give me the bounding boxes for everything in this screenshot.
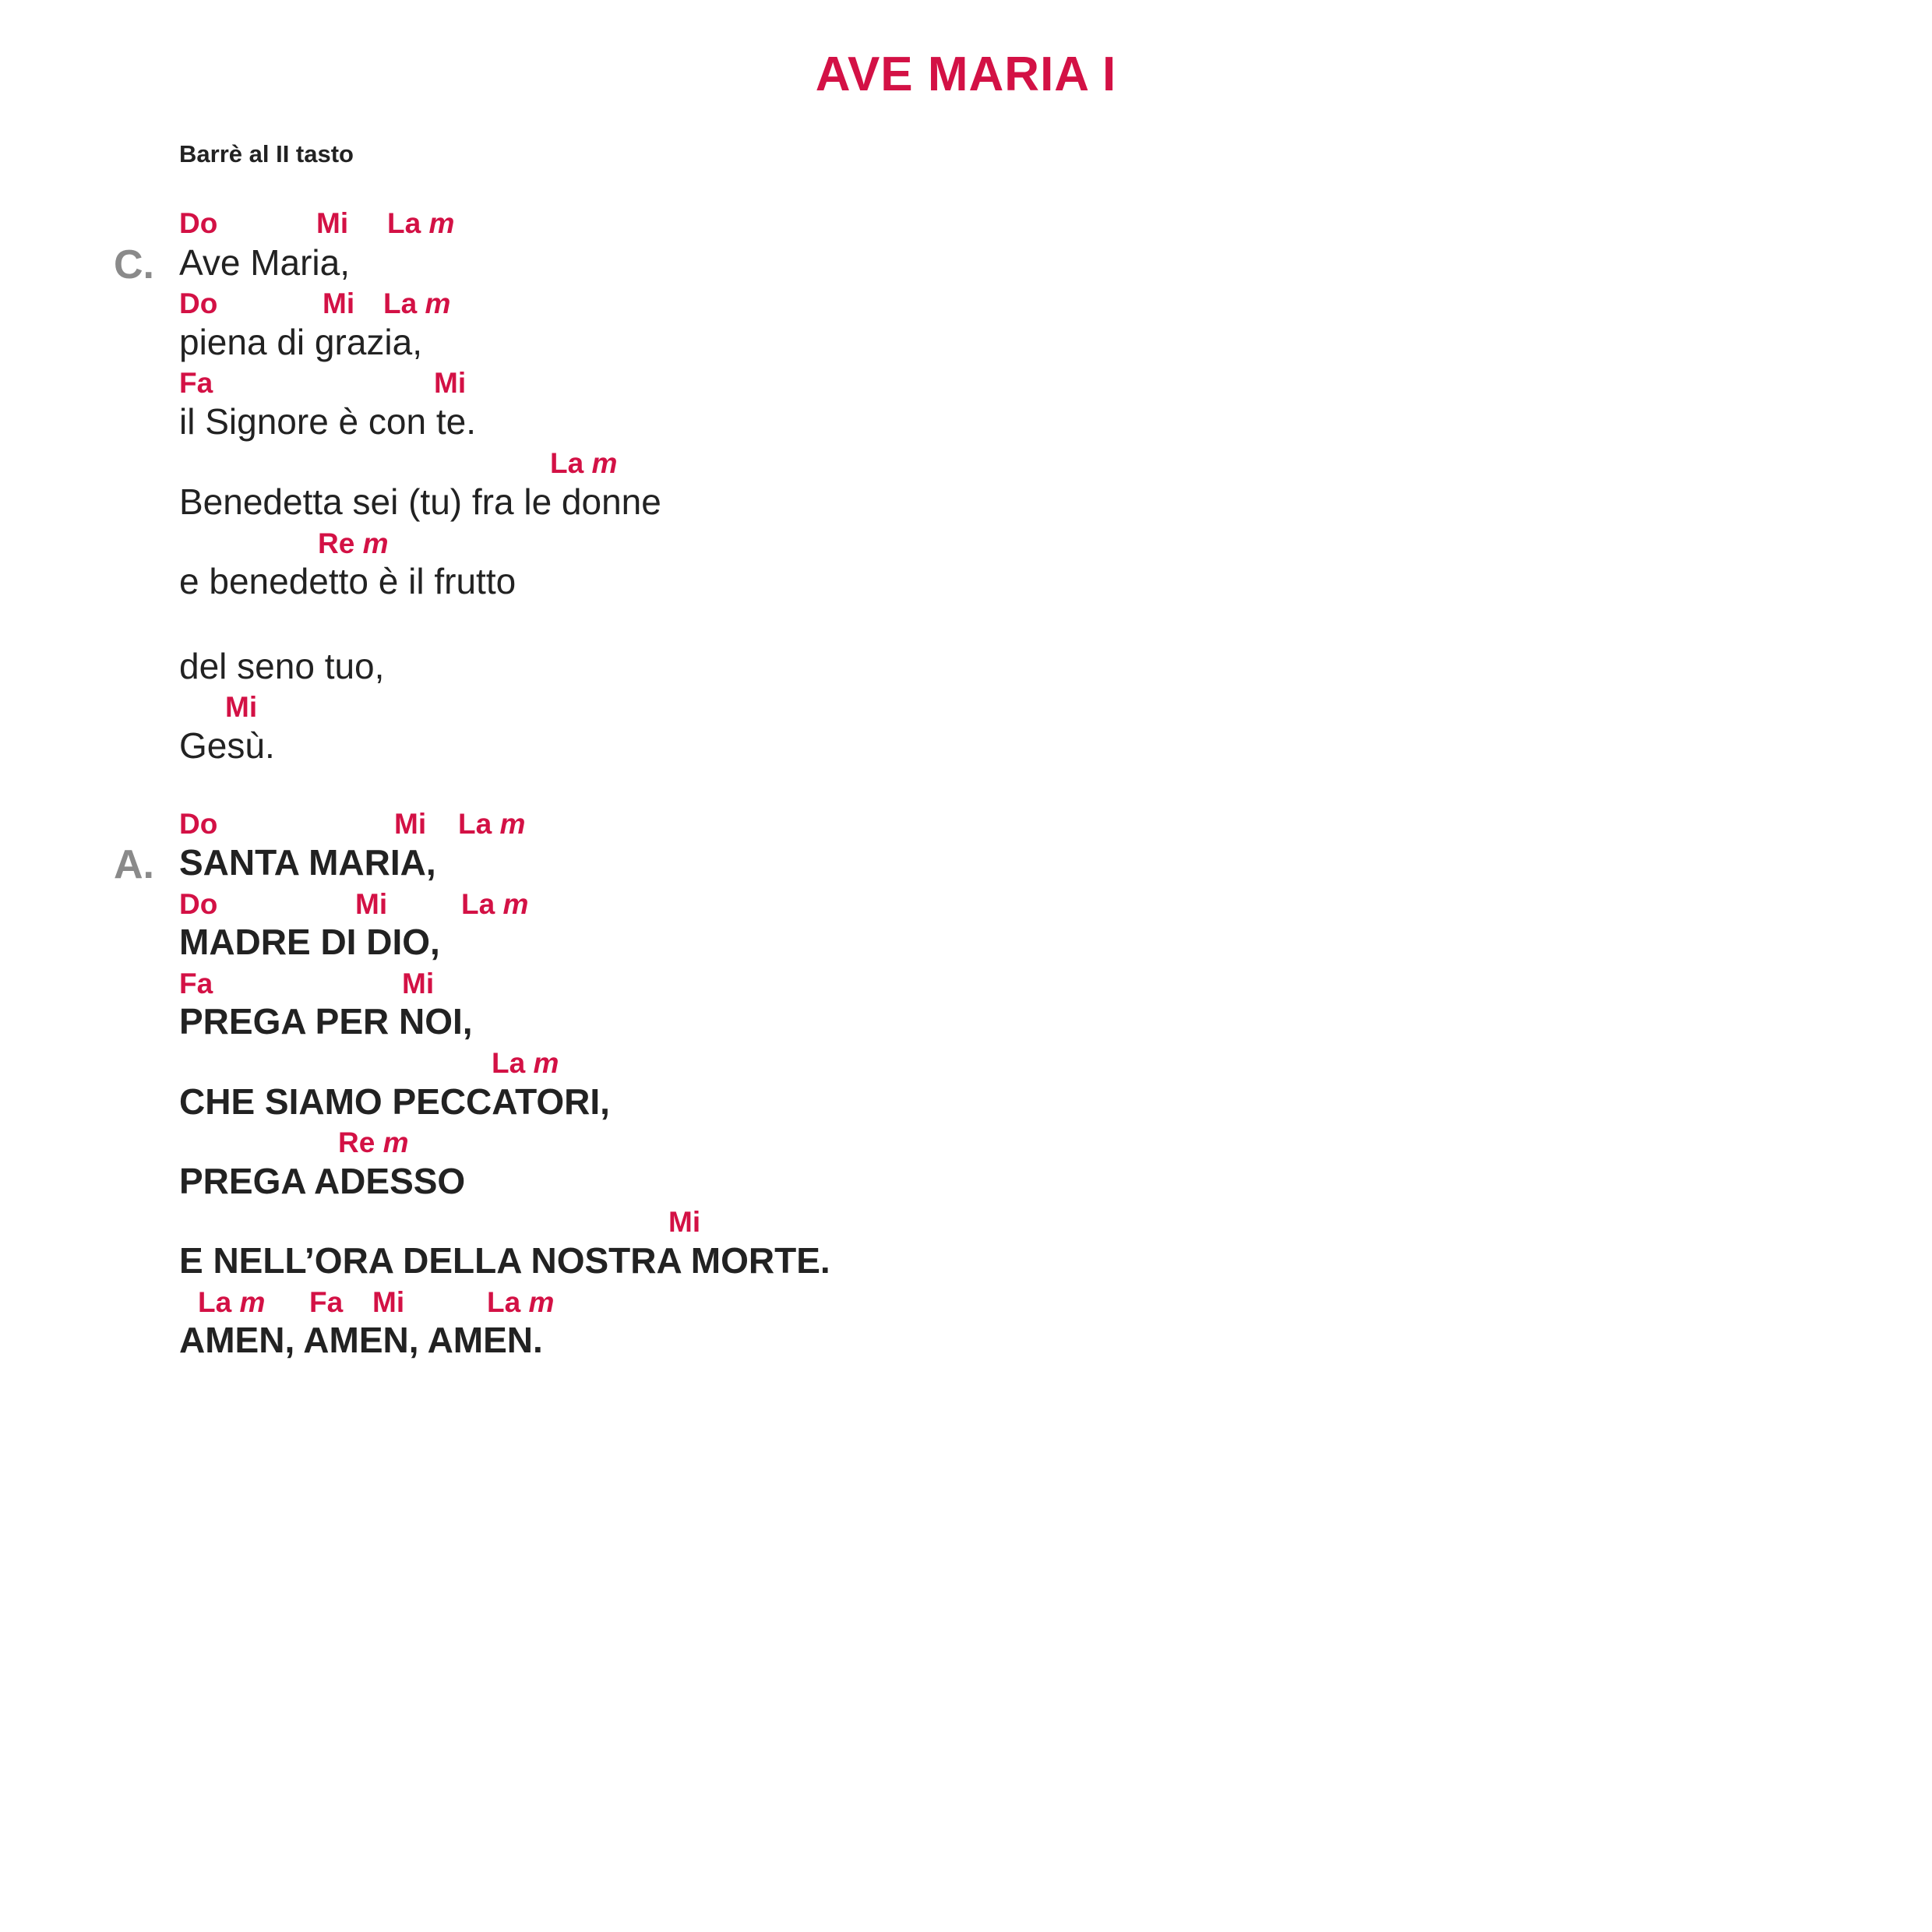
lyric-line: E NELL’ORA DELLA NOSTRA MORTE. <box>179 1240 830 1281</box>
chord: Mi <box>402 968 435 999</box>
chord: La m <box>487 1286 555 1318</box>
lyric-line: CHE SIAMO PECCATORI, <box>179 1081 610 1122</box>
chord: Do <box>179 207 218 239</box>
chord: Mi <box>225 691 258 723</box>
chord: Do <box>179 888 218 920</box>
chord: La m <box>550 447 618 479</box>
lyric-line: piena di grazia, <box>179 322 422 362</box>
chord: Fa <box>309 1286 344 1318</box>
capo-note: Barrè al II tasto <box>179 140 354 167</box>
lyric-line: Gesù. <box>179 725 275 766</box>
chord: La m <box>492 1047 559 1079</box>
lyric-line: Ave Maria, <box>179 242 351 283</box>
chord: Mi <box>355 888 388 920</box>
chord: La m <box>458 808 526 840</box>
lyric-line: MADRE DI DIO, <box>179 922 440 962</box>
chord: Re m <box>318 527 389 559</box>
lyric-line: AMEN, AMEN, AMEN. <box>179 1320 543 1360</box>
chord: Mi <box>316 207 349 239</box>
chord: Fa <box>179 367 213 399</box>
chord: La m <box>387 207 455 239</box>
section-label-a: A. <box>114 842 154 887</box>
lyric-line: PREGA PER NOI, <box>179 1001 473 1042</box>
lyric-line: e benedetto è il frutto <box>179 561 516 601</box>
chord: Fa <box>179 968 213 999</box>
chord: Re m <box>338 1126 409 1158</box>
lyric-line: SANTA MARIA, <box>179 842 436 883</box>
chord: Mi <box>394 808 427 840</box>
chord: Mi <box>434 367 467 399</box>
chord: Mi <box>323 287 355 319</box>
lyric-line: il Signore è con te. <box>179 401 477 442</box>
chord: Do <box>179 287 218 319</box>
lyric-line: PREGA ADESSO <box>179 1161 466 1201</box>
chord: La m <box>383 287 451 319</box>
chord: Mi <box>372 1286 405 1318</box>
song-title: AVE MARIA I <box>815 48 1117 101</box>
lyric-line: del seno tuo, <box>179 646 385 686</box>
lyric-line: Benedetta sei (tu) fra le donne <box>179 481 661 522</box>
chord: Do <box>179 808 218 840</box>
chord: La m <box>198 1286 266 1318</box>
chord: Mi <box>668 1206 701 1238</box>
section-label-c: C. <box>114 242 154 287</box>
chord: La m <box>461 888 529 920</box>
